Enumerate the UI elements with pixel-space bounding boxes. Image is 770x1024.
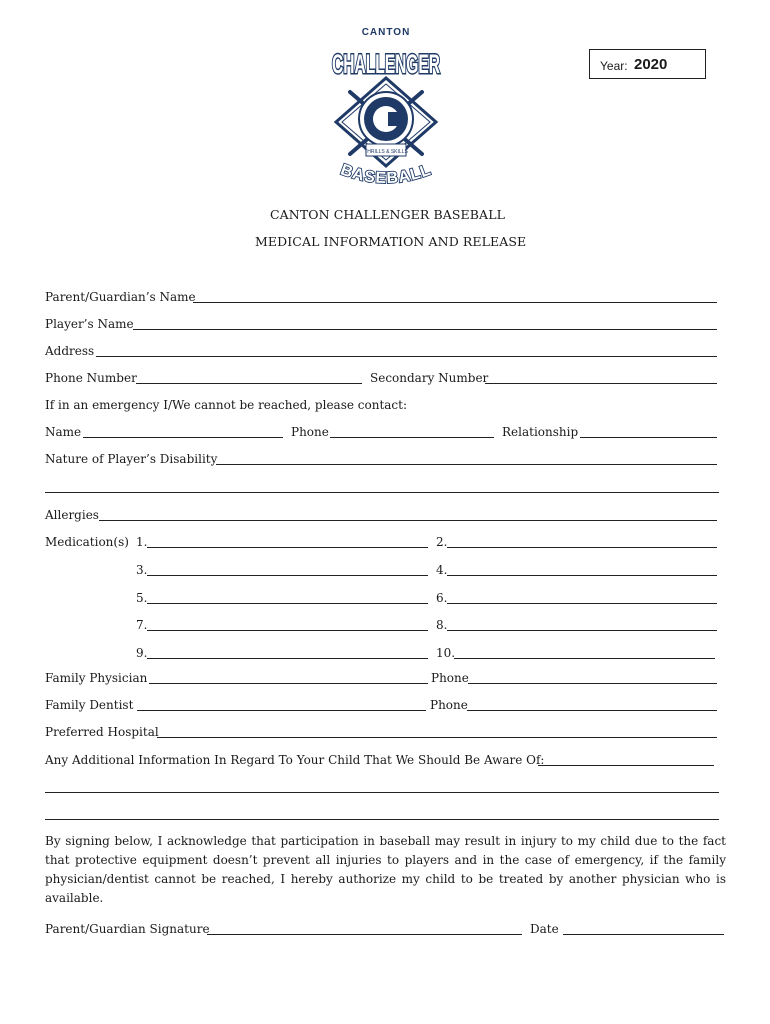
form-title: MEDICAL INFORMATION AND RELEASE bbox=[255, 234, 527, 249]
allergies-field[interactable] bbox=[99, 520, 717, 521]
year-value: 2020 bbox=[634, 56, 668, 73]
signature-label: Parent/Guardian Signature bbox=[45, 922, 210, 936]
canton-challenger-logo bbox=[330, 26, 442, 192]
med-number-5: 5. bbox=[136, 591, 148, 605]
med-number-1: 1. bbox=[136, 535, 148, 549]
allergies-label: Allergies bbox=[45, 508, 99, 522]
contact-name-label: Name bbox=[45, 425, 82, 439]
disability-label: Nature of Player’s Disability bbox=[45, 452, 218, 466]
svg-text:THRILLS & SKILLS: THRILLS & SKILLS bbox=[364, 149, 408, 155]
medications-label: Medication(s) bbox=[45, 535, 129, 549]
medication-field-9[interactable] bbox=[147, 658, 428, 659]
emergency-intro: If in an emergency I/We cannot be reached, please contact: bbox=[45, 398, 408, 412]
disability-field[interactable] bbox=[216, 464, 717, 465]
family-dentist-field[interactable] bbox=[137, 710, 426, 711]
relationship-label: Relationship bbox=[502, 425, 579, 439]
org-heading: CANTON CHALLENGER BASEBALL bbox=[270, 207, 505, 222]
medication-field-10[interactable] bbox=[454, 658, 715, 659]
year-label: Year: bbox=[600, 59, 628, 73]
contact-phone-label: Phone bbox=[291, 425, 329, 439]
svg-text:BASEBALL: BASEBALL bbox=[338, 161, 434, 188]
secondary-number-field[interactable] bbox=[485, 383, 717, 384]
contact-phone-field[interactable] bbox=[330, 437, 494, 438]
dentist-phone-label: Phone bbox=[430, 698, 468, 712]
address-field[interactable] bbox=[96, 356, 717, 357]
medication-field-2[interactable] bbox=[447, 547, 717, 548]
additional-info-field[interactable] bbox=[538, 765, 714, 766]
svg-text:CANTON: CANTON bbox=[361, 27, 411, 38]
med-number-10: 10. bbox=[436, 646, 456, 660]
date-label: Date bbox=[530, 922, 559, 936]
year-box[interactable] bbox=[589, 49, 706, 79]
relationship-field[interactable] bbox=[580, 437, 717, 438]
phone-number-label: Phone Number bbox=[45, 371, 137, 385]
additional-info-label: Any Additional Information In Regard To Your Child That We Should Be Aware Of: bbox=[45, 753, 545, 767]
date-field[interactable] bbox=[563, 934, 724, 935]
signature-field[interactable] bbox=[207, 934, 522, 935]
physician-phone-label: Phone bbox=[431, 671, 469, 685]
player-name-label: Player’s Name bbox=[45, 317, 134, 331]
preferred-hospital-label: Preferred Hospital bbox=[45, 725, 159, 739]
family-physician-label: Family Physician bbox=[45, 671, 148, 685]
address-label: Address bbox=[45, 344, 95, 358]
medication-field-5[interactable] bbox=[147, 603, 428, 604]
med-number-6: 6. bbox=[436, 591, 448, 605]
med-number-4: 4. bbox=[436, 563, 448, 577]
release-statement: By signing below, I acknowledge that participation in baseball may result in injury to my child due to the fact that protective equipment doesn’t prevent all injuries to players and in the case of emergency, if the family physician/dentist cannot be reached, I hereby authorize my child to be treated by another physician who is available. bbox=[45, 834, 726, 905]
preferred-hospital-field[interactable] bbox=[157, 737, 717, 738]
family-dentist-label: Family Dentist bbox=[45, 698, 134, 712]
med-number-8: 8. bbox=[436, 618, 448, 632]
med-number-3: 3. bbox=[136, 563, 148, 577]
medication-field-6[interactable] bbox=[447, 603, 717, 604]
parent-name-field[interactable] bbox=[193, 302, 717, 303]
medication-field-1[interactable] bbox=[147, 547, 428, 548]
medication-field-4[interactable] bbox=[447, 575, 717, 576]
family-physician-field[interactable] bbox=[149, 683, 428, 684]
logo-graphic bbox=[330, 26, 442, 192]
med-number-9: 9. bbox=[136, 646, 148, 660]
med-number-7: 7. bbox=[136, 618, 148, 632]
contact-name-field[interactable] bbox=[83, 437, 283, 438]
player-name-field[interactable] bbox=[133, 329, 717, 330]
additional-info-field-3[interactable] bbox=[45, 819, 719, 820]
additional-info-field-2[interactable] bbox=[45, 792, 719, 793]
secondary-number-label: Secondary Number bbox=[370, 371, 489, 385]
parent-name-label: Parent/Guardian’s Name bbox=[45, 290, 196, 304]
phone-number-field[interactable] bbox=[136, 383, 362, 384]
svg-text:CHALLENGER: CHALLENGER bbox=[332, 49, 440, 79]
physician-phone-field[interactable] bbox=[468, 683, 717, 684]
disability-field-2[interactable] bbox=[45, 492, 719, 493]
med-number-2: 2. bbox=[436, 535, 448, 549]
medication-field-3[interactable] bbox=[147, 575, 428, 576]
medication-field-7[interactable] bbox=[147, 630, 428, 631]
dentist-phone-field[interactable] bbox=[467, 710, 717, 711]
medication-field-8[interactable] bbox=[447, 630, 717, 631]
